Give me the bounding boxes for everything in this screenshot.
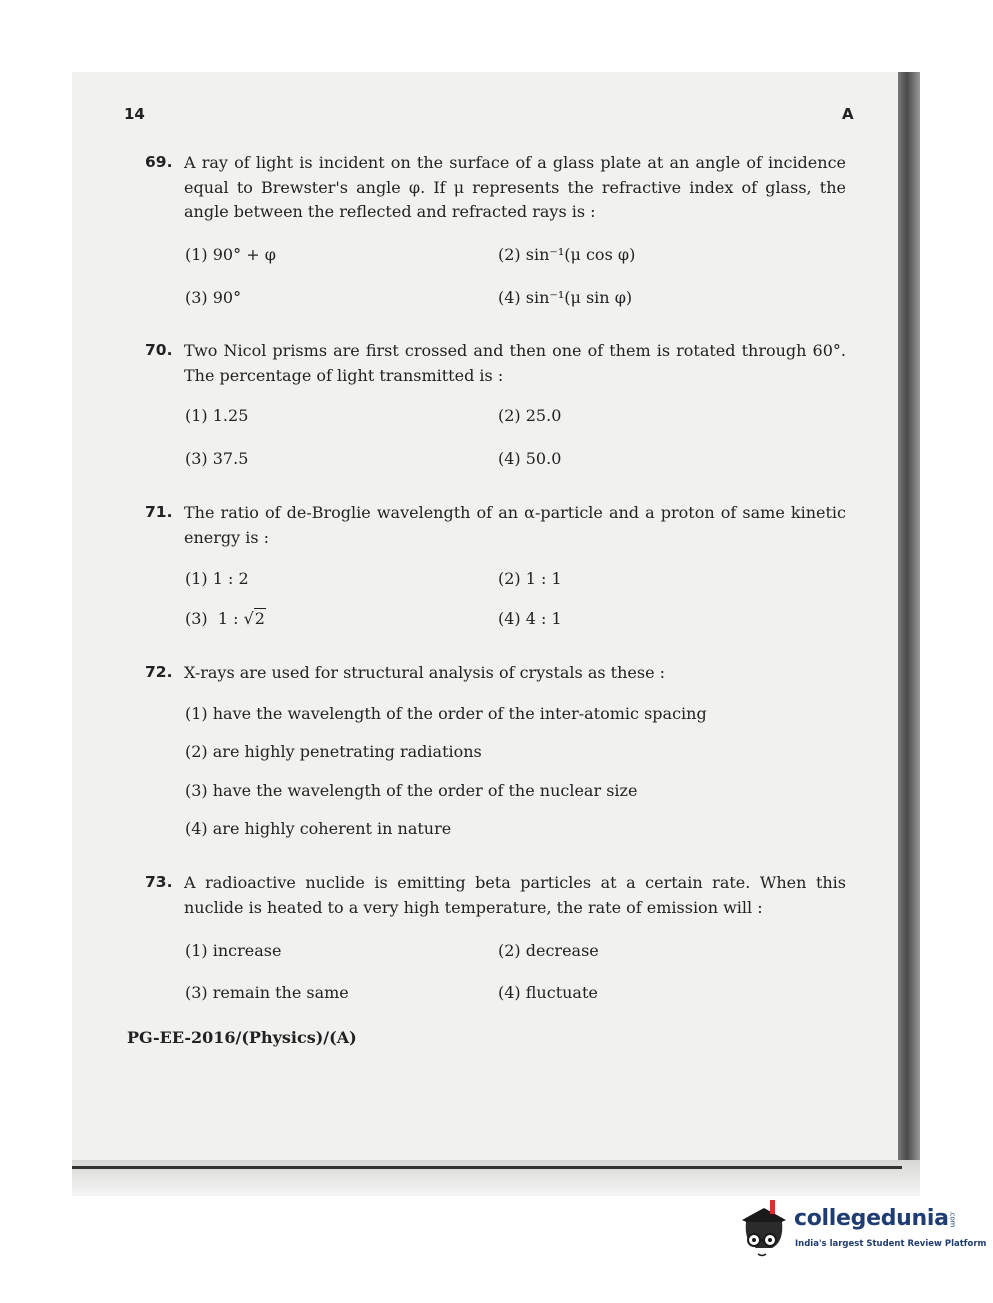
option: (4) fluctuate bbox=[498, 983, 598, 1002]
option: (2) 25.0 bbox=[498, 406, 562, 425]
question-text: A radioactive nuclide is emitting beta particles at a certain rate. When this nuclide is heated to a very high temperature, the rate of emission will : bbox=[184, 873, 846, 917]
option: (1) 1.25 bbox=[185, 406, 249, 425]
set-code: A bbox=[842, 105, 854, 123]
option: (3) 90° bbox=[185, 288, 242, 307]
option: (3) 37.5 bbox=[185, 449, 249, 468]
square-root: √2 bbox=[243, 609, 265, 628]
page-number: 14 bbox=[124, 105, 145, 123]
option: (2) 1 : 1 bbox=[498, 569, 562, 588]
question-text: X-rays are used for structural analysis of crystals as these : bbox=[184, 663, 666, 682]
option: (4) 50.0 bbox=[498, 449, 562, 468]
question-number: 71. bbox=[145, 503, 173, 521]
collegedunia-logo[interactable] bbox=[736, 1198, 987, 1268]
question-text: A ray of light is incident on the surface of a glass plate at an angle of incidence equal to Brewster's angle φ. If μ represents the refractive index of glass, the angle between the reflected and refracted rays is : bbox=[184, 153, 846, 221]
option-prefix: (3) 1 : bbox=[185, 609, 244, 628]
option: (4) 4 : 1 bbox=[498, 609, 562, 628]
option: (2) decrease bbox=[498, 941, 599, 960]
question-number: 73. bbox=[145, 873, 173, 891]
radicand: 2 bbox=[254, 609, 265, 628]
mascot-icon bbox=[736, 1198, 792, 1260]
option: (1) have the wavelength of the order of the inter-atomic spacing bbox=[185, 704, 707, 723]
question-number: 69. bbox=[145, 153, 173, 171]
exam-code: PG-EE-2016/(Physics)/(A) bbox=[127, 1028, 357, 1047]
option: (2) sin⁻¹(μ cos φ) bbox=[498, 245, 636, 264]
question-number: 70. bbox=[145, 341, 173, 359]
page-bottom-line bbox=[72, 1166, 902, 1169]
page-edge-shadow bbox=[898, 72, 920, 1196]
question-text: The ratio of de-Broglie wavelength of an α-particle and a proton of same kinetic energy is : bbox=[184, 503, 846, 547]
option: (3) remain the same bbox=[185, 983, 349, 1002]
logo-wordmark: collegedunia.com bbox=[794, 1206, 957, 1231]
question-number: 72. bbox=[145, 663, 173, 681]
option: (1) 1 : 2 bbox=[185, 569, 249, 588]
option: (2) are highly penetrating radiations bbox=[185, 742, 482, 761]
option bbox=[185, 609, 266, 628]
option: (4) are highly coherent in nature bbox=[185, 819, 452, 838]
option: (4) sin⁻¹(μ sin φ) bbox=[498, 288, 633, 307]
option: (1) 90° + φ bbox=[185, 245, 276, 264]
option: (1) increase bbox=[185, 941, 282, 960]
question-text: Two Nicol prisms are first crossed and then one of them is rotated through 60°. The percentage of light transmitted is : bbox=[184, 341, 846, 385]
logo-tagline: India's largest Student Review Platform bbox=[795, 1239, 987, 1249]
option: (3) have the wavelength of the order of the nuclear size bbox=[185, 781, 638, 800]
